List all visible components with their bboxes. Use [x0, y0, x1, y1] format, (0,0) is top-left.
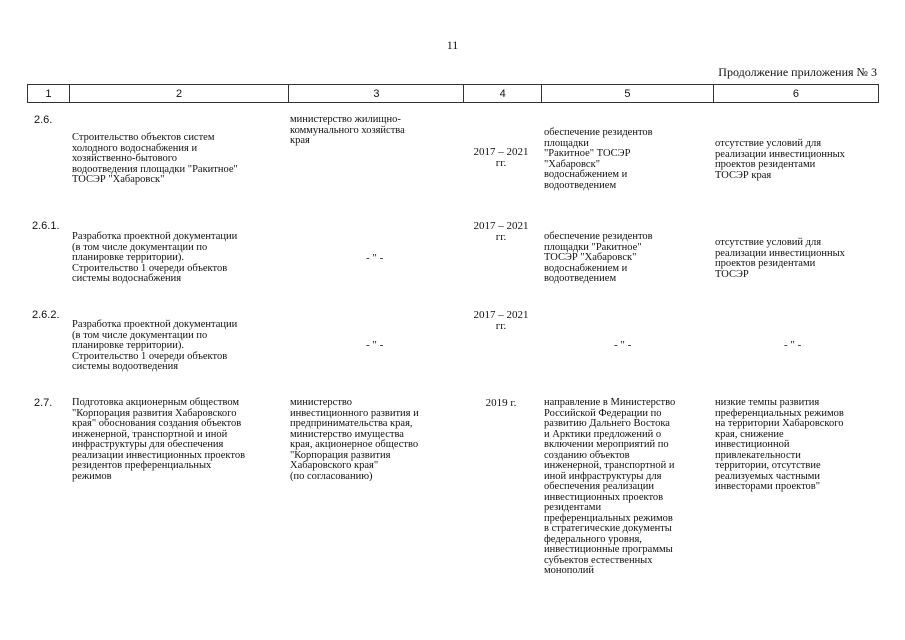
- row-number: 2.7.: [34, 397, 53, 409]
- years: 2017 – 2021 гг.: [473, 309, 529, 332]
- executor: - " -: [366, 252, 384, 264]
- years: 2017 – 2021 гг.: [473, 220, 529, 243]
- header-row: [28, 85, 879, 103]
- measure-name: Разработка проектной документации (в том числе документации по планировке территории). Строительство 1 очереди объектов системы водоотведения: [72, 319, 238, 372]
- consequence: отсутствие условий для реализации инвестиционных проектов резидентами ТОСЭР: [715, 237, 845, 280]
- expected-result: - " -: [614, 339, 632, 351]
- header-col-1: 1: [28, 85, 70, 103]
- measure-name: Разработка проектной документации (в том числе документации по планировке территории). Строительство 1 очереди объектов системы водоснабжения: [72, 231, 238, 284]
- executor: министерство инвестиционного развития и предпринимательства края, министерство имущества края, акционерное общество "Корпорация развития Хабаровского края" (по согласованию): [290, 397, 419, 482]
- measure-name: Подготовка акционерным обществом "Корпорация развития Хабаровского края" обоснования создания объектов инженерной, транспортной и иной инфраструктуры для обеспечения реализации инвестиционных проектов резидентов преференциальных режимов: [72, 397, 246, 482]
- header-col-4: 4: [464, 85, 542, 103]
- table-header: [27, 84, 879, 103]
- executor: министерство жилищно- коммунального хозяйства края: [290, 114, 405, 146]
- row-number: 2.6.1.: [32, 220, 60, 232]
- page-number: 11: [446, 38, 459, 52]
- consequence: отсутствие условий для реализации инвестиционных проектов резидентами ТОСЭР края: [715, 138, 845, 181]
- row-number: 2.6.: [34, 114, 53, 126]
- header-col-6: 6: [713, 85, 878, 103]
- expected-result: обеспечение резидентов площадки "Ракитное" ТОСЭР "Хабаровск" водоснабжением и водоотведением: [544, 127, 653, 191]
- years: 2017 – 2021 гг.: [473, 146, 529, 169]
- header-col-2: 2: [69, 85, 289, 103]
- row-number: 2.6.2.: [32, 309, 60, 321]
- consequence: низкие темпы развития преференциальных режимов на территории Хабаровского края, снижение инвестиционной привлекательности территории, отсутствие реализуемых частными инвесторами проектов": [715, 397, 844, 492]
- consequence: - " -: [784, 339, 802, 351]
- expected-result: направление в Министерство Российской Федерации по развитию Дальнего Востока и Арктики предложений о включении мероприятий по созданию объектов инженерной, транспортной и иной инфраструктуры для обеспечения реализации инвестиционных проектов резидентами преференциальных режимов в стратегические документы федерального уровня, инвестиционные программы субъектов естественных монополий: [544, 397, 676, 576]
- measure-name: Строительство объектов систем холодного водоснабжения и хозяйственно-бытового водоотведения площадки "Ракитное" ТОСЭР "Хабаровск": [72, 132, 238, 185]
- executor: - " -: [366, 339, 384, 351]
- continuation-label: Продолжение приложения № 3: [718, 65, 877, 79]
- expected-result: обеспечение резидентов площадки "Ракитное" ТОСЭР "Хабаровск" водоснабжением и водоотведением: [544, 231, 653, 284]
- header-col-3: 3: [289, 85, 464, 103]
- header-col-5: 5: [541, 85, 713, 103]
- years: 2019 г.: [485, 397, 517, 409]
